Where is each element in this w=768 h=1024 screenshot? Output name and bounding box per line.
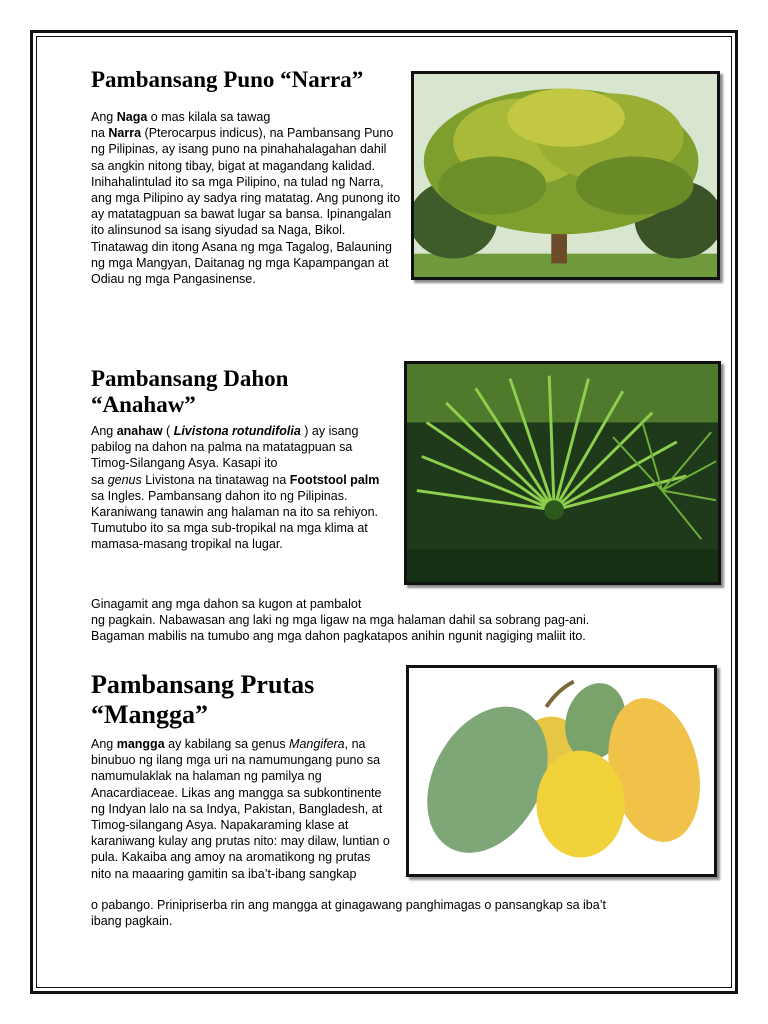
mangga-continued-paragraph: o pabango. Prinipriserba rin ang mangga at ginagawang panghimagas o pansangkap sa iba’t ibang pagkain. — [91, 898, 606, 929]
anahaw-leaf-image — [404, 361, 721, 585]
narra-tree-image — [411, 71, 720, 280]
mangga-title: Pambansang Prutas “Mangga” — [91, 670, 315, 729]
mango-image — [406, 665, 717, 877]
mangga-paragraph: Ang mangga ay kabilang sa genus Mangifera, na binubuo ng ilang mga uri na namumungang puno sa namumulaklak na halaman ng pamilya ng Anacardiaceae. Likas ang mangga sa subkontinente ng Indyan lalo na sa Indya, Pakistan, Bangladesh, at Timog-silangang Asya. Napakaraming klase at karaniwang kulay ang prutas nito: may dilaw, luntian o pula. Kakaiba ang amoy na aromatikong ng prutas nito na maaaring gamitin sa iba’t-ibang sangkap — [91, 737, 390, 881]
anahaw-title: Pambansang Dahon “Anahaw” — [91, 366, 289, 418]
anahaw-paragraph: Ang anahaw ( Livistona rotundifolia ) ay isang pabilog na dahon na palma na matatagpuan sa Timog-Silangang Asya. Kasapi ito sa genus Livistona na tinatawag na Footstool palm sa Ingles. Pambansang dahon ito ng Pilipinas. Karaniwang tanawin ang halaman na ito sa rehiyon. Tumutubo ito sa mga sub-tropikal na mga klima at mamasa-masang tropikal na lugar. — [91, 424, 380, 552]
narra-title: Pambansang Puno “Narra” — [91, 67, 364, 92]
anahaw-usage-paragraph: Ginagamit ang mga dahon sa kugon at pambalot ng pagkain. Nabawasan ang laki ng mga ligaw na mga halaman dahil sa sobrang pag-ani. Bagaman mabilis na tumubo ang mga dahon pagkatapos anihin ngunit nagiging maliit ito. — [91, 597, 590, 644]
narra-paragraph: Ang Naga o mas kilala sa tawag na Narra (Pterocarpus indicus), na Pambansang Puno ng Pilipinas, ay isang puno na pinahahalagahan dahil sa angkin nitong tibay, bigat at magandang kalidad. Inihahalintulad ito sa mga Pilipino, na tulad ng Narra, ang mga Pilipino ay sadya ring matatag. Ang punong ito ay matatagpuan sa bawat lugar sa bansa. Ipinangalan ito alinsunod sa isang siyudad sa Naga, Bikol. Tinatawag din itong Asana ng mga Tagalog, Balauning ng mga Mangyan, Daitanag ng mga Kapampangan at Odiau ng mga Pangasinense. — [91, 110, 401, 287]
